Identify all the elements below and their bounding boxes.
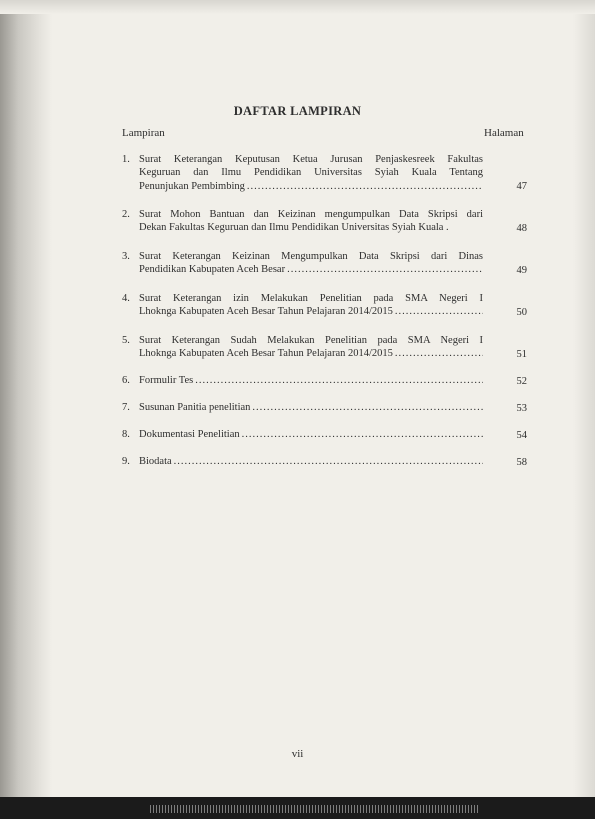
toc-item-number: 9. [122, 456, 130, 467]
toc-item-8[interactable] [122, 428, 527, 442]
toc-item-text-line: Keguruan dan Ilmu Pendidikan Universitas Syiah Kuala Tentang [139, 167, 483, 179]
column-header-lampiran: Lampiran [122, 127, 165, 139]
scan-shadow-left [0, 0, 52, 819]
toc-item-number: 4. [122, 293, 130, 304]
toc-item-3[interactable] [122, 250, 527, 277]
toc-item-text-line: Formulir Tes [139, 375, 194, 386]
toc-item-number: 3. [122, 251, 130, 262]
toc-item-page: 50 [516, 306, 527, 318]
scan-shadow-top [0, 0, 595, 14]
toc-item-text-line: Biodata [139, 456, 172, 467]
dot-leader [395, 347, 483, 360]
toc-item-4[interactable] [122, 292, 527, 319]
toc-item-number: 1. [122, 154, 130, 165]
toc-item-text-line: Surat Mohon Bantuan dan Keizinan mengumpulkan Data Skripsi dari [139, 209, 483, 220]
toc-item-text-line: Lhoknga Kabupaten Aceh Besar Tahun Pelajaran 2014/2015 [139, 306, 393, 318]
toc-item-2[interactable] [122, 208, 527, 235]
page-number: vii [291, 748, 304, 760]
dot-leader [174, 455, 483, 468]
toc-item-text-line: Lhoknga Kabupaten Aceh Besar Tahun Pelajaran 2014/2015 [139, 348, 393, 360]
dot-leader [395, 305, 483, 318]
toc-item-page: 52 [516, 375, 527, 387]
toc-item-number: 6. [122, 375, 130, 386]
toc-item-page: 47 [516, 180, 527, 192]
page-title: DAFTAR LAMPIRAN [233, 104, 362, 118]
dot-leader [242, 428, 483, 441]
toc-item-7[interactable] [122, 401, 527, 415]
toc-item-page: 58 [516, 456, 527, 468]
toc-item-page: 49 [516, 264, 527, 276]
toc-item-page: 48 [516, 222, 527, 234]
toc-item-text-line: Dekan Fakultas Keguruan dan Ilmu Pendidikan Universitas Syiah Kuala . [139, 222, 449, 234]
toc-item-1[interactable] [122, 153, 527, 193]
column-header-halaman: Halaman [484, 127, 524, 139]
toc-item-text-line: Surat Keterangan Sudah Melakukan Penelitian pada SMA Negeri I [139, 335, 483, 346]
toc-item-text-line: Pendidikan Kabupaten Aceh Besar [139, 264, 286, 276]
toc-item-text-line: Surat Keterangan izin Melakukan Penelitian pada SMA Negeri I [139, 293, 483, 304]
scan-shadow-right [573, 0, 595, 819]
dot-leader [247, 180, 483, 193]
toc-item-number: 2. [122, 209, 130, 220]
toc-item-page: 51 [516, 348, 527, 360]
toc-item-text-line: Dokumentasi Penelitian [139, 429, 240, 440]
toc-item-6[interactable] [122, 374, 527, 388]
dot-leader [287, 263, 483, 276]
toc-item-page: 54 [516, 429, 527, 441]
toc-item-9[interactable] [122, 455, 527, 469]
toc-item-number: 8. [122, 429, 130, 440]
toc-item-text-line: Penunjukan Pembimbing [139, 180, 245, 192]
table-of-contents [122, 153, 527, 469]
toc-item-text-line: Surat Keterangan Keputusan Ketua Jurusan Penjaskesreek Fakultas [139, 154, 483, 165]
toc-item-text-line: Surat Keterangan Keizinan Mengumpulkan Data Skripsi dari Dinas [139, 251, 483, 262]
toc-item-number: 5. [122, 335, 130, 346]
toc-item-number: 7. [122, 402, 130, 413]
scan-artifact-stripes [150, 805, 480, 813]
dot-leader [195, 374, 483, 387]
toc-item-5[interactable] [122, 334, 527, 361]
dot-leader [252, 401, 483, 414]
toc-item-page: 53 [516, 402, 527, 414]
toc-item-text-line: Susunan Panitia penelitian [139, 402, 251, 413]
